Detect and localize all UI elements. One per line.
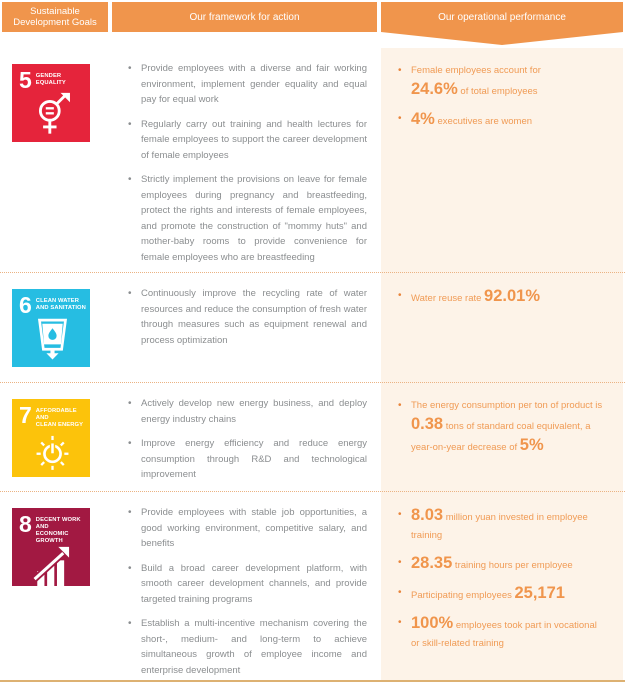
sdg-title: DECENT WORK AND ECONOMIC GROWTH: [35, 517, 81, 544]
performance-metric-text: tons of standard coal equivalent, a year-on-year decrease of: [411, 421, 591, 453]
sdg-section-row: [0, 383, 625, 492]
bullet-dot: •: [398, 400, 402, 411]
sdg-icon-cell: [0, 383, 112, 491]
performance-metric-text: million yuan invested in employee training: [411, 512, 588, 541]
performance-metric-value: 24.6%: [411, 80, 458, 98]
bullet-dot: •: [128, 618, 132, 629]
performance-metric-value: 5%: [519, 436, 544, 454]
header-performance-column: [381, 2, 623, 32]
framework-action-item: [128, 436, 367, 483]
sdg-icon-tile: [12, 508, 90, 586]
performance-item: [398, 506, 606, 545]
performance-metric-text: Participating employees: [411, 590, 515, 601]
table-header-row: [2, 2, 623, 32]
performance-item: [398, 614, 606, 653]
sdg-title: GENDER EQUALITY: [35, 73, 66, 86]
framework-action-item-text: Strictly implement the provisions on leave for female employees during pregnancy and breastfeeding, protect the rights and interests of female employees, and promote the construction of "mommy huts" and mother-baby rooms to provide convenience for female employees who are breastfeeding: [141, 174, 367, 263]
header-goals-column: [2, 2, 108, 32]
performance-metric-text: Water reuse rate: [411, 293, 485, 304]
sdg-icon-cell: [0, 273, 112, 382]
framework-action-item-text: Build a broad career development platform, with smooth career development channels, and provide targeted training programs: [141, 562, 367, 605]
sdg-tile-head: [19, 292, 86, 318]
performance-item: [398, 62, 606, 101]
performance-item: [398, 287, 606, 308]
performance-metric-value: 25,171: [514, 584, 565, 602]
bullet-dot: •: [398, 290, 402, 301]
performance-metric-text: Female employees account for: [411, 65, 541, 76]
performance-metric-value: 8.03: [411, 506, 444, 524]
performance-list: [381, 492, 625, 680]
performance-metric-value: 100%: [411, 614, 454, 632]
performance-metric-text: executives are women: [434, 116, 533, 127]
framework-actions-list: [112, 383, 381, 491]
performance-list: [381, 273, 625, 382]
bullet-dot: •: [398, 65, 402, 76]
clean-water-icon: [19, 317, 86, 360]
bullet-dot: •: [128, 398, 132, 409]
framework-action-item-text: Continuously improve the recycling rate of water resources and reduce the consumption of fresh water through measures such as equipment renewal and process optimization: [141, 288, 367, 346]
framework-action-item-text: Actively develop new energy business, and deploy energy industry chains: [141, 398, 367, 425]
sdg-icon-tile: [12, 399, 90, 477]
performance-metric-text: employees took part in vocational or skill-related training: [411, 620, 597, 649]
framework-actions-list: [112, 492, 381, 680]
performance-list: [381, 383, 625, 491]
performance-item: [398, 584, 606, 605]
performance-item: [398, 397, 606, 457]
performance-metric-value: 28.35: [411, 554, 453, 572]
performance-item-text: [411, 110, 532, 131]
header-framework-column: [112, 2, 377, 32]
sdg-title: CLEAN WATER AND SANITATION: [35, 298, 86, 311]
header-goals-label: Sustainable Development Goals: [13, 6, 97, 28]
bullet-dot: •: [128, 438, 132, 449]
framework-action-item: [128, 616, 367, 678]
framework-action-item: [128, 396, 367, 427]
performance-item-text: [411, 397, 606, 457]
sdg-number: 8: [19, 511, 32, 537]
performance-list: [381, 48, 625, 272]
performance-item-text: [411, 62, 541, 101]
performance-metric-value: 4%: [411, 110, 435, 128]
framework-action-item: [128, 172, 367, 265]
header-framework-label: Our framework for action: [189, 11, 300, 23]
bullet-dot: •: [398, 587, 402, 598]
sdg-number: 6: [19, 292, 32, 318]
framework-actions-list: [112, 273, 381, 382]
sdg-table-body: [0, 48, 625, 682]
sdg-icon-cell: [0, 48, 112, 272]
framework-action-item: [128, 561, 367, 608]
performance-item-text: [411, 287, 540, 308]
performance-metric-text: training hours per employee: [452, 560, 573, 571]
performance-item-text: [411, 554, 573, 575]
sdg-number: 7: [19, 402, 32, 428]
performance-metric-text: The energy consumption per ton of product is: [411, 400, 603, 411]
sdg-section-row: [0, 48, 625, 273]
sdg-section-row: [0, 273, 625, 383]
bullet-dot: •: [398, 509, 402, 520]
bullet-dot: •: [128, 63, 132, 74]
performance-item-text: [411, 614, 606, 653]
performance-item: [398, 554, 606, 575]
bullet-dot: •: [128, 174, 132, 185]
framework-action-item-text: Establish a multi-incentive mechanism covering the short-, medium- and long-term to achieve simultaneous growth of employee income and enterprise development: [141, 618, 367, 676]
sdg-icon-tile: [12, 64, 90, 142]
header-performance-label: Our operational performance: [438, 11, 566, 23]
bullet-dot: •: [128, 118, 132, 130]
bullet-dot: •: [128, 562, 132, 574]
sdg-title: AFFORDABLE AND CLEAN ENERGY: [35, 408, 84, 428]
bullet-dot: •: [398, 557, 402, 568]
bullet-dot: •: [128, 507, 132, 518]
framework-action-item-text: Provide employees with stable job opportunities, a good working environment, competitive salary, and benefits: [141, 507, 367, 549]
sdg-icon-cell: [0, 492, 112, 680]
framework-action-item: [128, 117, 367, 164]
performance-item: [398, 110, 606, 131]
gender-equality-icon: [19, 92, 86, 135]
bullet-dot: •: [398, 617, 402, 628]
sdg-icon-tile: [12, 289, 90, 367]
framework-action-item-text: Regularly carry out training and health lectures for female employees to support the career development of female employees: [141, 118, 367, 161]
performance-item-text: [411, 506, 606, 545]
performance-item-text: [411, 584, 565, 605]
decent-work-icon: [19, 546, 86, 586]
performance-metric-text: of total employees: [457, 86, 538, 97]
framework-action-item: [128, 505, 367, 552]
framework-action-item-text: Improve energy efficiency and reduce energy consumption through R&D and technological improvement: [141, 438, 367, 480]
framework-action-item-text: Provide employees with a diverse and fair working environment, implement gender equality and equal pay for equal work: [141, 63, 367, 105]
performance-metric-value: 92.01%: [484, 287, 541, 305]
sdg-section-row: [0, 492, 625, 682]
framework-action-item: [128, 286, 367, 348]
sdg-tile-head: [19, 402, 86, 429]
sdg-tile-head: [19, 511, 86, 545]
performance-metric-value: 0.38: [411, 415, 444, 433]
bullet-dot: •: [398, 113, 402, 124]
framework-action-item: [128, 61, 367, 108]
sdg-number: 5: [19, 67, 32, 93]
clean-energy-icon: [19, 430, 86, 473]
framework-actions-list: [112, 48, 381, 272]
header-chevron: [381, 32, 623, 45]
bullet-dot: •: [128, 288, 132, 299]
sdg-tile-head: [19, 67, 86, 93]
